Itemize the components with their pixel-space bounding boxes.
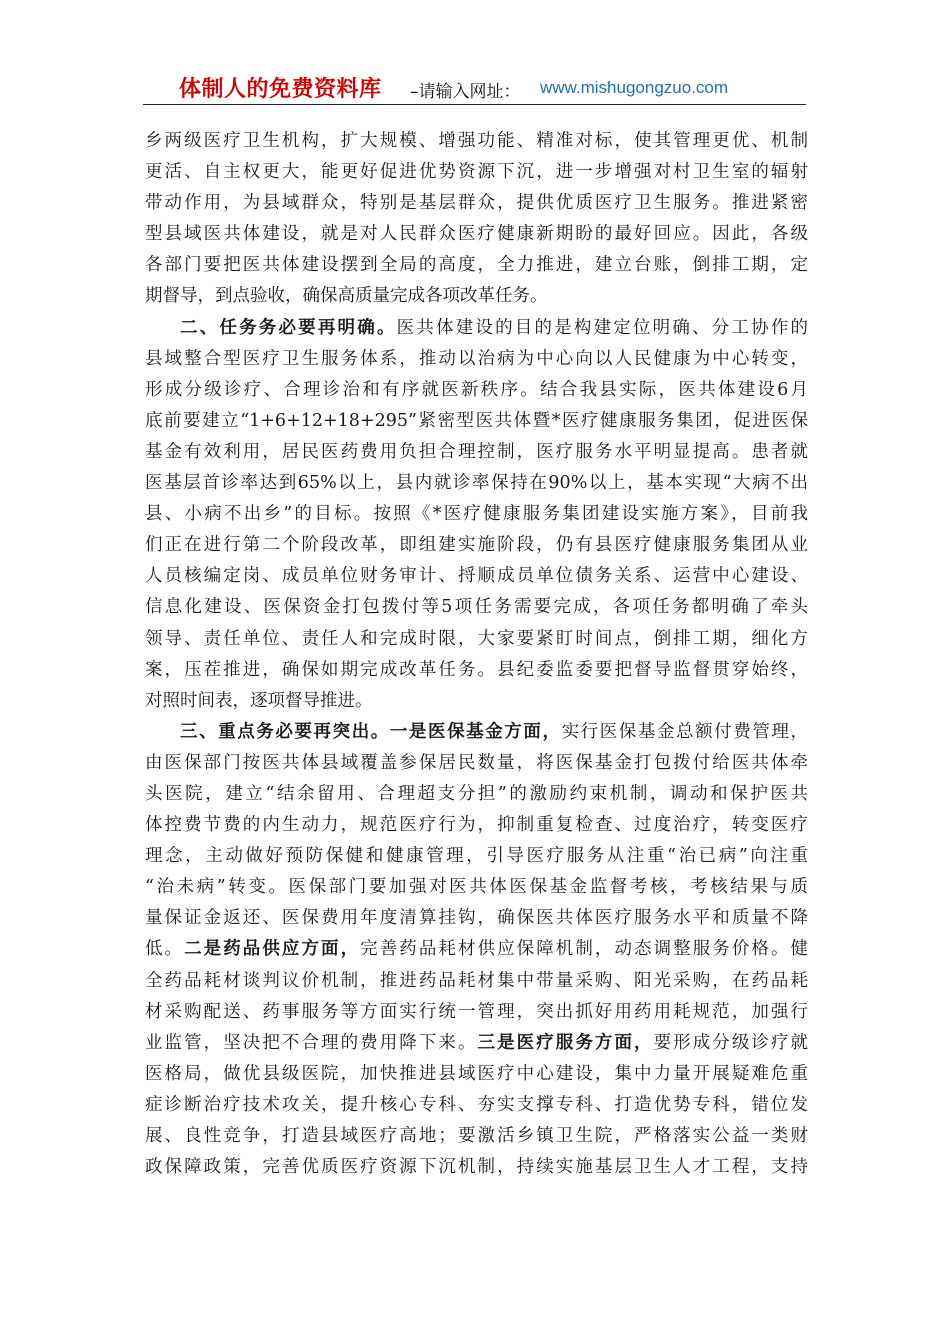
text-line: 领导、责任单位、责任人和完成时限，大家要紧盯时间点，倒排工期，细化方 — [145, 628, 808, 649]
section-heading-2: 二、任务务必要再明确。医共体建设的目的是构建定位明确、分工协作的 — [180, 317, 808, 338]
subheading: 三是医疗服务方面， — [477, 1032, 654, 1053]
text-line: 们正在进行第二个阶段改革，即组建实施阶段，仍有县医疗健康服务集团从业 — [145, 535, 808, 556]
text-line: 期督导，到点验收，确保高质量完成各项改革任务。 — [145, 286, 548, 307]
text-line: 更活、自主权更大，能更好促进优势资源下沉，进一步增强对村卫生室的辐射 — [145, 162, 808, 183]
text-line: 信息化建设、医保资金打包拨付等5项任务需要完成，各项任务都明确了牵头 — [145, 597, 808, 618]
text-line: 头医院，建立“结余留用、合理超支分担”的激励约束机制，调动和保护医共 — [145, 783, 808, 804]
text-line: 政保障政策，完善优质医疗资源下沉机制，持续实施基层卫生人才工程，支持 — [145, 1157, 808, 1178]
text-line: 型县域医共体建设，就是对人民群众医疗健康新期盼的最好回应。因此，各级 — [145, 224, 808, 245]
text-line: 展、良性竞争，打造县域医疗高地；要激活乡镇卫生院，严格落实公益一类财 — [145, 1126, 808, 1146]
text-line: 人员核编定岗、成员单位财务审计、捋顺成员单位债务关系、运营中心建设、 — [145, 566, 808, 587]
text-line: 县域整合型医疗卫生服务体系，推动以治病为中心向以人民健康为中心转变， — [145, 348, 808, 369]
text-line: 基金有效利用，居民医药费用负担合理控制，医疗服务水平明显提高。患者就 — [145, 441, 808, 462]
text-line: 案，压茬推进，确保如期完成改革任务。县纪委监委要把督导监督贯穿始终， — [145, 659, 808, 680]
page-header — [143, 70, 806, 105]
text-line: 医格局，做优县级医院，加快推进县域医疗中心建设，集中力量开展疑难危重 — [145, 1063, 808, 1084]
section-title: 二、任务务必要再明确。 — [180, 317, 397, 338]
text-line: 量保证金返还、医保费用年度清算挂钩，确保医共体医疗服务水平和质量不降 — [145, 908, 808, 929]
text-line: 底前要建立“1+6+12+18+295”紧密型医共体暨*医疗健康服务集团，促进医保 — [145, 410, 808, 431]
site-url-link[interactable]: www.mishugongzuo.com — [540, 78, 729, 97]
site-brand: 体制人的免费资料库 — [179, 77, 382, 102]
text-line: 带动作用，为县域群众，特别是基层群众，提供优质医疗卫生服务。推进紧密 — [145, 193, 808, 214]
text-line: 材采购配送、药事服务等方面实行统一管理，突出抓好用药用耗规范，加强行 — [145, 1001, 808, 1022]
text-line: 形成分级诊疗、合理诊治和有序就医新秩序。结合我县实际，医共体建设6月 — [145, 379, 808, 400]
text-line: 县、小病不出乡”的目标。按照《*医疗健康服务集团建设实施方案》，目前我 — [145, 504, 808, 525]
text-line: 乡两级医疗卫生机构，扩大规模、增强功能、精准对标，使其管理更优、机制 — [145, 131, 808, 151]
text-line: “治未病”转变。医保部门要加强对医共体医保基金监督考核，考核结果与质 — [145, 877, 808, 898]
document-body — [145, 126, 808, 1183]
text-line: 医基层首诊率达到65%以上，县内就诊率保持在90%以上，基本实现“大病不出 — [145, 473, 808, 494]
section-title: 三、重点务必要再突出。一是医保基金方面， — [180, 721, 562, 742]
section-heading-3: 三、重点务必要再突出。一是医保基金方面，实行医保基金总额付费管理， — [180, 721, 808, 742]
text-line: 由医保部门按医共体县域覆盖参保居民数量，将医保基金打包拨付给医共体牵 — [145, 752, 808, 773]
text-line: 对照时间表，逐项督导推进。 — [145, 690, 373, 711]
text-line: 症诊断治疗技术攻关，提升核心专科、夯实支撑专科、打造优势专科，错位发 — [145, 1094, 808, 1115]
text-line: 体控费节费的内生动力，规范医疗行为，抑制重复检查、过度治疗，转变医疗 — [145, 815, 808, 836]
text-line: 全药品耗材谈判议价机制，推进药品耗材集中带量采购、阳光采购，在药品耗 — [145, 970, 808, 991]
text-line: 业监管，坚决把不合理的费用降下来。三是医疗服务方面，要形成分级诊疗就 — [145, 1032, 808, 1053]
text-line: 理念，主动做好预防保健和健康管理，引导医疗服务从注重“治已病”向注重 — [145, 846, 808, 867]
text-line: 低。二是药品供应方面，完善药品耗材供应保障机制，动态调整服务价格。健 — [145, 939, 808, 960]
text-line: 各部门要把医共体建设摆到全局的高度，全力推进，建立台账，倒排工期，定 — [145, 255, 808, 276]
subheading: 二是药品供应方面， — [184, 939, 361, 960]
url-prompt: –请输入网址： — [410, 82, 521, 102]
